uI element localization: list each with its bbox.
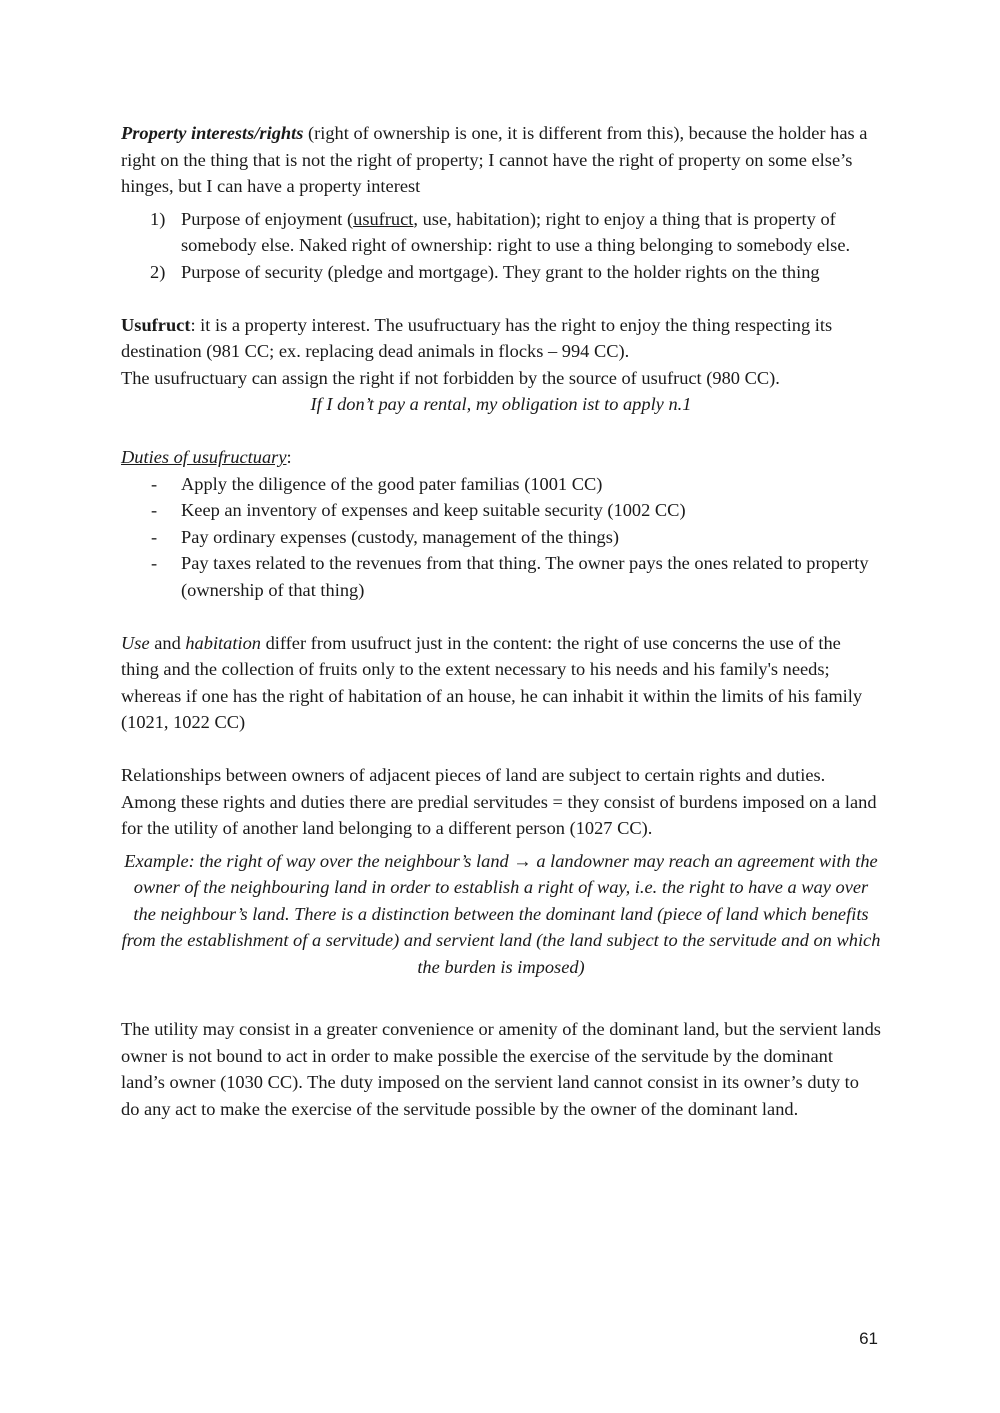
duty-text: Pay ordinary expenses (custody, management of the things) — [181, 526, 620, 547]
duties-list — [121, 471, 881, 604]
property-interests-term: Property interests/rights — [121, 123, 304, 143]
list-item — [121, 497, 881, 524]
utility-paragraph: The utility may consist in a greater convenience or amenity of the dominant land, but the servient lands owner is not bound to act in order to make possible the exercise of the servitude by the dominant land’s owner (1030 CC). The duty imposed on the servient land cannot consist in its owner’s duty to do any act to make the exercise of the servitude possible by the owner of the dominant land. — [121, 1019, 881, 1119]
list-marker: - — [151, 526, 158, 547]
list-item — [121, 524, 881, 551]
use-habitation-paragraph — [121, 630, 881, 736]
list-marker: 2) — [150, 261, 166, 282]
property-interests-paragraph — [121, 120, 881, 200]
list-marker: - — [151, 500, 158, 520]
purpose-enjoyment-text-cont: , use, habitation); right to enjoy a thing that is property of somebody else. Naked right of ownership: right to use a thing belonging to somebody else. — [181, 208, 851, 255]
duty-text: Apply the diligence of the good pater familias (1001 CC) — [181, 473, 603, 494]
list-item — [121, 471, 881, 498]
duties-heading: Duties of usufructuary — [121, 447, 287, 467]
list-item — [121, 259, 881, 286]
usufruct-text: : it is a property interest. The usufructuary has the right to enjoy the thing respecting its destination (981 CC; ex. replacing dead animals in flocks – 994 CC). — [121, 314, 833, 361]
purpose-security-text: Purpose of security (pledge and mortgage). They grant to the holder rights on the thing — [181, 261, 820, 282]
duties-colon: : — [286, 447, 292, 467]
duty-text: Pay taxes related to the revenues from that thing. The owner pays the ones related to property (ownership of that thing) — [181, 553, 869, 600]
list-item — [121, 206, 881, 259]
duties-heading-line — [121, 444, 881, 471]
habitation-term: habitation — [185, 632, 261, 653]
use-habitation-text: differ from usufruct just in the content: the right of use concerns the use of the thing and the collection of fruits only to the extent necessary to his needs and his family's needs; whereas if one has the right of habitation of an house, he can inhabit it within the limits of his family (1021, 1022 CC) — [121, 632, 863, 732]
and-word: and — [149, 632, 186, 653]
list-marker: - — [151, 553, 158, 573]
purpose-enjoyment-text: Purpose of enjoyment ( — [181, 208, 354, 229]
usufruct-note: If I don’t pay a rental, my obligation ist to apply n.1 — [310, 394, 692, 414]
use-term: Use — [121, 632, 150, 653]
page-number: 61 — [859, 1329, 878, 1348]
usufruct-underlined: usufruct — [353, 208, 414, 229]
list-marker: - — [151, 473, 158, 494]
usufruct-paragraph — [121, 312, 881, 365]
relationships-paragraph: Relationships between owners of adjacent pieces of land are subject to certain rights and duties. Among these rights and duties there are predial servitudes = they consist of burdens imposed on a land for the utility of another land belonging to a different person (1027 CC). — [121, 765, 877, 838]
example-paragraph: Example: the right of way over the neighbour’s land → a landowner may reach an agreement with the owner of the neighbouring land in order to establish a right of way, i.e. the right to have a way over the neighbour’s land. There is a distinction between the dominant land (piece of land which benefits from the establishment of a servitude) and servient land (the land subject to the servitude and on which the burden is imposed) — [121, 850, 881, 977]
list-item — [121, 550, 881, 603]
list-marker: 1) — [150, 208, 166, 229]
purposes-list — [121, 206, 881, 286]
usufruct-assign-line: The usufructuary can assign the right if not forbidden by the source of usufruct (980 CC). — [121, 367, 780, 388]
property-interests-text: (right of ownership is one, it is different from this), because the holder has a right on the thing that is not the right of property; I cannot have the right of property on some else’s hinges, but I can have a property interest — [121, 123, 868, 196]
usufruct-term: Usufruct — [121, 314, 191, 335]
duty-text: Keep an inventory of expenses and keep suitable security (1002 CC) — [181, 500, 686, 520]
page-content — [121, 120, 881, 1122]
